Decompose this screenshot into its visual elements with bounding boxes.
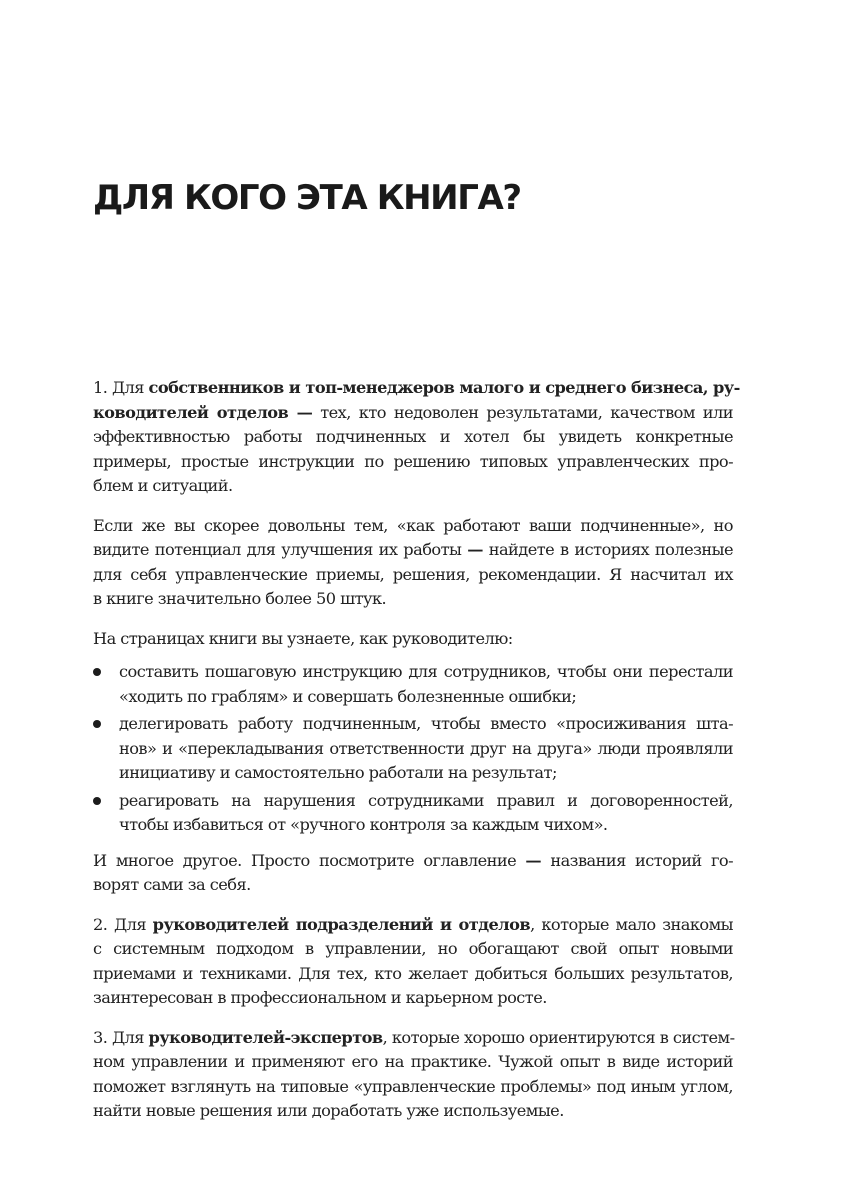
- bold-phrase: собственников и топ-менеджеров малого и среднего бизнеса, ру-: [148, 378, 740, 397]
- list-item: [93, 712, 733, 786]
- text-line: ворят сами за себя.: [93, 875, 251, 894]
- bullet-icon: [93, 720, 101, 728]
- paragraph-list-intro: [93, 627, 733, 652]
- text-line: И многое другое. Просто посмотрите оглавление — названия историй го-: [93, 850, 734, 870]
- text-line: примеры, простые инструкции по решению типовых управленческих про-: [93, 451, 733, 471]
- paragraph-department-heads: [93, 913, 733, 1011]
- paragraph-more: [93, 849, 733, 898]
- text-line: ном управлении и применяют его на практике. Чужой опыт в виде историй: [93, 1052, 733, 1071]
- text-line: найти новые решения или доработать уже используемые.: [93, 1101, 564, 1120]
- bold-phrase: ководителей отделов —: [93, 402, 313, 422]
- text-line: поможет взглянуть на типовые «управленческие проблемы» под иным углом,: [93, 1076, 733, 1096]
- paragraph-owners: [93, 376, 740, 499]
- text-line: реагировать на нарушения сотрудниками правил и договоренностей,: [119, 790, 733, 810]
- bullet-list: [93, 660, 733, 838]
- text-line: заинтересован в профессиональном и карьерном росте.: [93, 988, 547, 1007]
- list-item: [93, 660, 733, 709]
- text-line: блем и ситуаций.: [93, 476, 233, 495]
- text-line: ководителей отделов — тех, кто недоволен результатами, качеством или: [93, 402, 733, 422]
- text-line: чтобы избавиться от «ручного контроля за каждым чихом».: [119, 815, 608, 834]
- list-item: [93, 789, 733, 838]
- text-line: в книге значительно более 50 штук.: [93, 589, 387, 608]
- bullet-icon: [93, 797, 101, 805]
- text-line: 2. Для руководителей подразделений и отделов, которые мало знакомы: [93, 914, 734, 934]
- text-line: 3. Для руководителей-экспертов, которые хорошо ориентируются в систем-: [93, 1027, 735, 1047]
- text-line: составить пошаговую инструкцию для сотрудников, чтобы они перестали: [119, 662, 733, 681]
- text-line: нов» и «перекладывания ответственности друг на друга» люди проявляли: [119, 738, 733, 758]
- paragraph-experts: [93, 1026, 733, 1124]
- text-line: с системным подходом в управлении, но обогащают свой опыт новыми: [93, 939, 733, 958]
- page-title: ДЛЯ КОГО ЭТА КНИГА?: [93, 178, 521, 218]
- text-line: видите потенциал для улучшения их работы — найдете в историях полезные: [93, 540, 734, 559]
- text-line: делегировать работу подчиненным, чтобы вместо «просиживания шта-: [119, 714, 733, 733]
- text-line: Если же вы скорее довольны тем, «как работают ваши подчиненные», но: [93, 515, 733, 535]
- bullet-icon: [93, 668, 101, 676]
- text-line: для себя управленческие приемы, решения, рекомендации. Я насчитал их: [93, 564, 733, 584]
- bold-phrase: руководителей-экспертов: [148, 1027, 383, 1047]
- text-line: 1. Для собственников и топ-менеджеров малого и среднего бизнеса, ру-: [93, 378, 740, 397]
- paragraph-satisfied: [93, 514, 733, 612]
- text-line: На страницах книги вы узнаете, как руководителю:: [93, 628, 513, 648]
- page-body: [93, 376, 740, 1139]
- text-line: приемами и техниками. Для тех, кто желает добиться больших результатов,: [93, 963, 733, 983]
- em-dash: —: [525, 850, 542, 870]
- text-line: «ходить по граблям» и совершать болезненные ошибки;: [119, 686, 577, 706]
- bold-phrase: руководителей подразделений и отделов: [152, 914, 531, 934]
- em-dash: —: [467, 540, 483, 559]
- text-line: инициативу и самостоятельно работали на результат;: [119, 763, 557, 782]
- text-line: эффективностью работы подчиненных и хотел бы увидеть конкретные: [93, 427, 733, 446]
